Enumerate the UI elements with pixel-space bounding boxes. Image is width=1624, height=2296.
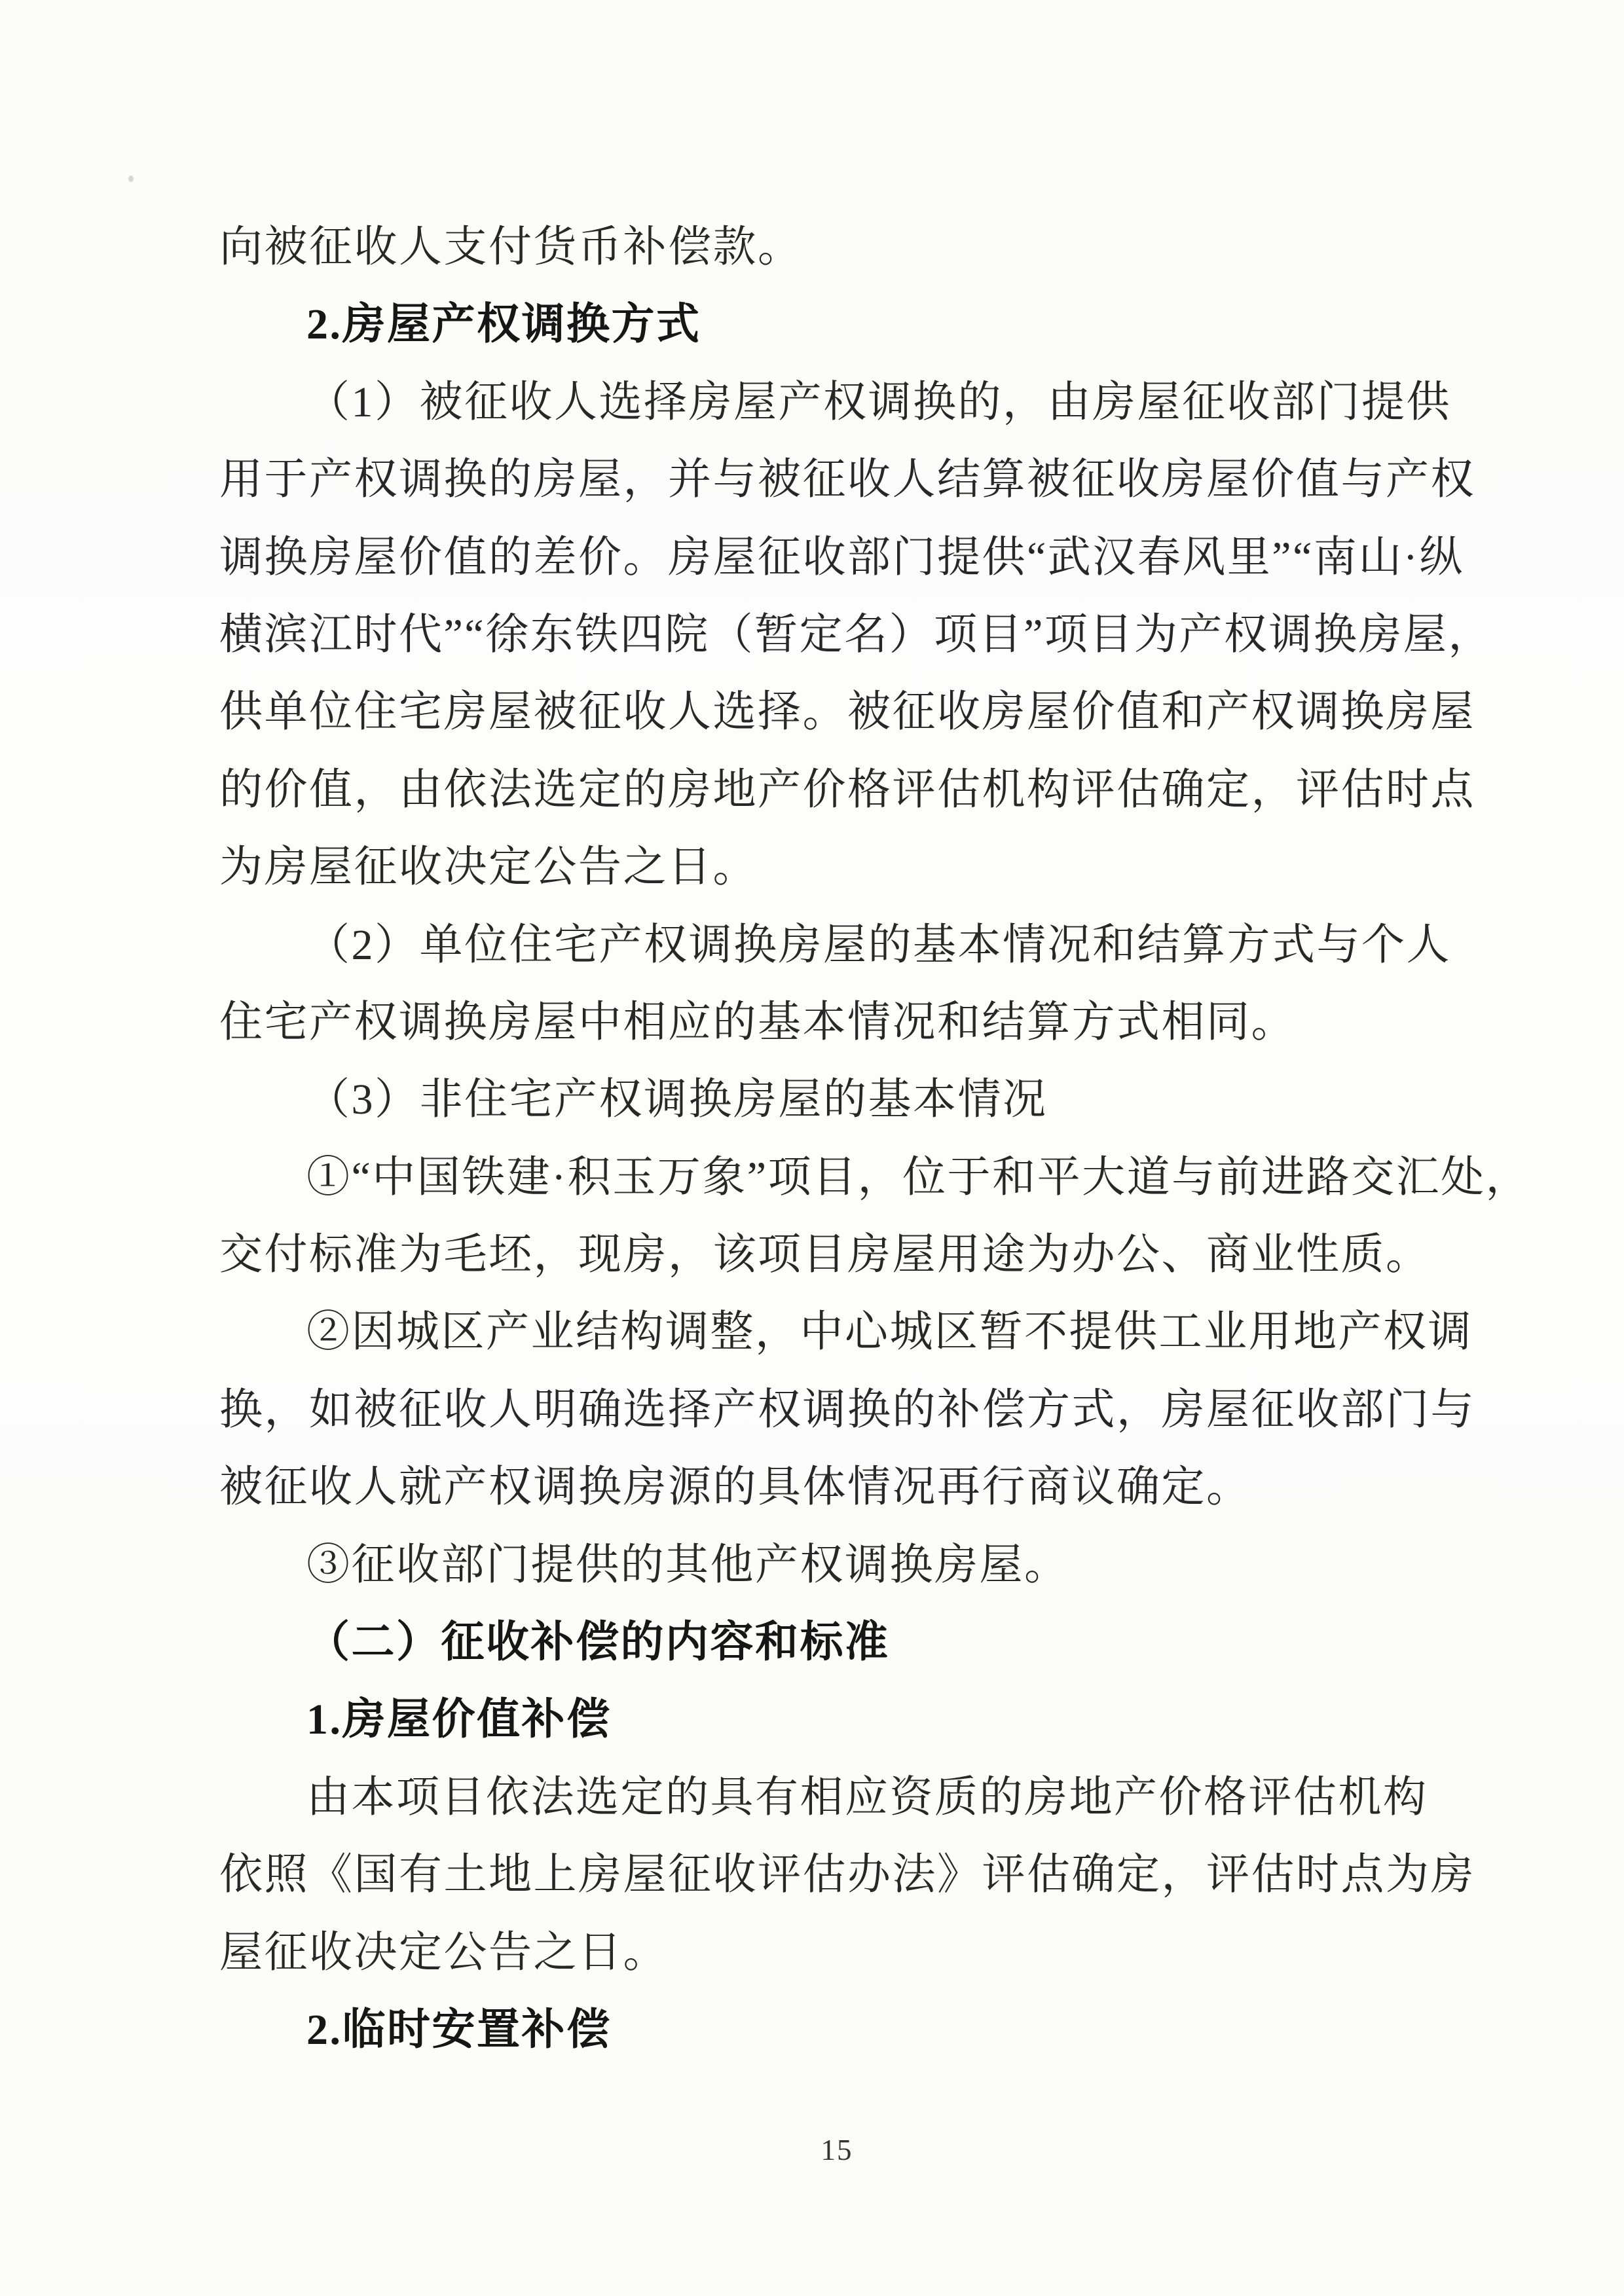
text-line: 住宅产权调换房屋中相应的基本情况和结算方式相同。	[219, 998, 1296, 1046]
text-line: 2.临时安置补偿	[306, 2005, 612, 2054]
scan-speck	[128, 175, 134, 182]
text-line: 被征收人就产权调换房源的具体情况再行商议确定。	[219, 1463, 1251, 1512]
text-line: 为房屋征收决定公告之日。	[219, 843, 758, 892]
text-line: 横滨江时代”“徐东铁四院（暂定名）项目”项目为产权调换房屋，	[219, 610, 1493, 659]
text-line: 用于产权调换的房屋，并与被征收人结算被征收房屋价值与产权	[219, 456, 1475, 504]
text-line: （2）单位住宅产权调换房屋的基本情况和结算方式与个人	[306, 920, 1451, 969]
text-line: （二）征收补偿的内容和标准	[306, 1618, 890, 1667]
text-line: ②因城区产业结构调整，中心城区暂不提供工业用地产权调	[306, 1308, 1473, 1357]
text-line: ①“中国铁建·积玉万象”项目，位于和平大道与前进路交汇处，	[306, 1153, 1531, 1201]
text-line: 1.房屋价值补偿	[306, 1696, 612, 1744]
text-line: （1）被征收人选择房屋产权调换的，由房屋征收部门提供	[306, 378, 1451, 426]
text-line: 供单位住宅房屋被征收人选择。被征收房屋价值和产权调换房屋	[219, 688, 1475, 737]
text-line: 交付标准为毛坯，现房，该项目房屋用途为办公、商业性质。	[219, 1231, 1431, 1279]
text-line: 调换房屋价值的差价。房屋征收部门提供“武汉春风里”“南山·纵	[219, 533, 1464, 581]
text-line: 2.房屋产权调换方式	[306, 301, 701, 349]
text-line: （3）非住宅产权调换房屋的基本情况	[306, 1076, 1048, 1124]
page-number: 15	[821, 2134, 853, 2166]
text-line: 由本项目依法选定的具有相应资质的房地产价格评估机构	[306, 1773, 1428, 1821]
text-line: 屋征收决定公告之日。	[219, 1928, 668, 1977]
text-line: 的价值，由依法选定的房地产价格评估机构评估确定，评估时点	[219, 765, 1475, 814]
text-line: ③征收部门提供的其他产权调换房屋。	[306, 1540, 1069, 1589]
text-line: 换，如被征收人明确选择产权调换的补偿方式，房屋征收部门与	[219, 1385, 1475, 1434]
text-line: 向被征收人支付货币补偿款。	[219, 223, 803, 271]
text-line: 依照《国有土地上房屋征收评估办法》评估确定，评估时点为房	[219, 1851, 1475, 1899]
document-body	[219, 209, 1531, 2069]
